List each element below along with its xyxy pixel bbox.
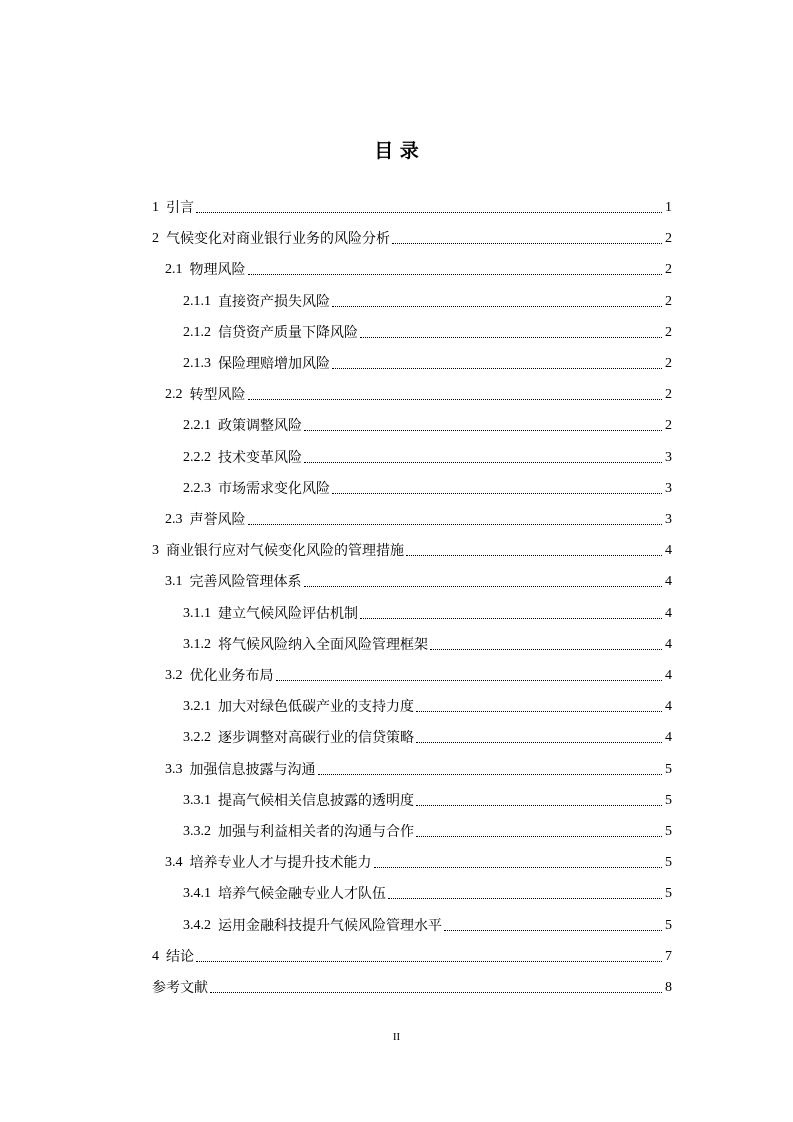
- page-title: 目 录: [374, 140, 419, 162]
- toc-entry[interactable]: [183, 291, 672, 311]
- toc-entry-title: 建立气候风险评估机制: [218, 606, 358, 622]
- toc-dot-leader: [248, 274, 663, 275]
- toc-entry-page: 5: [665, 886, 672, 901]
- toc-entry[interactable]: [152, 540, 672, 560]
- toc-dot-leader: [304, 462, 662, 463]
- toc-entry-title: 商业银行应对气候变化风险的管理措施: [166, 543, 404, 559]
- toc-entry[interactable]: [165, 259, 672, 279]
- toc-entry-number: 3.1: [165, 574, 190, 589]
- toc-entry[interactable]: [183, 415, 672, 435]
- toc-entry-page: 5: [665, 855, 672, 870]
- toc-entry-number: 2.1.2: [183, 325, 218, 340]
- toc-dot-leader: [360, 618, 662, 619]
- toc-entry-page: 4: [665, 606, 672, 621]
- toc-entry-number: 4: [152, 949, 166, 964]
- toc-entry[interactable]: [165, 759, 672, 779]
- toc-entry-title: 培养专业人才与提升技术能力: [189, 855, 372, 871]
- toc-entry-number: 2.1.1: [183, 294, 218, 309]
- toc-dot-leader: [248, 399, 663, 400]
- toc-entry[interactable]: [165, 384, 672, 404]
- toc-entry-title: 市场需求变化风险: [218, 481, 330, 497]
- toc-entry[interactable]: [152, 946, 672, 966]
- toc-dot-leader: [318, 774, 663, 775]
- toc-entry-title: 引言: [166, 200, 194, 216]
- toc-entry[interactable]: [183, 478, 672, 498]
- toc-entry[interactable]: [152, 977, 672, 997]
- toc-dot-leader: [444, 930, 662, 931]
- toc-entry[interactable]: [165, 665, 672, 685]
- toc-entry-title: 培养气候金融专业人才队伍: [218, 886, 386, 902]
- toc-entry-number: 3.4: [165, 855, 190, 870]
- toc-entry[interactable]: [152, 228, 672, 248]
- toc-entry-page: 4: [665, 543, 672, 558]
- toc-entry-page: 2: [665, 418, 672, 433]
- toc-dot-leader: [332, 493, 662, 494]
- toc-entry-title: 信贷资产质量下降风险: [218, 325, 358, 341]
- toc-dot-leader: [416, 805, 662, 806]
- toc-entry-page: 4: [665, 730, 672, 745]
- toc-entry[interactable]: [183, 883, 672, 903]
- toc-entry-title: 技术变革风险: [218, 450, 302, 466]
- toc-entry-number: 2: [152, 231, 166, 246]
- toc-entry-page: 5: [665, 918, 672, 933]
- toc-entry-page: 2: [665, 387, 672, 402]
- toc-entry-page: 2: [665, 231, 672, 246]
- toc-dot-leader: [332, 368, 662, 369]
- toc-entry-title: 声誉风险: [189, 512, 246, 528]
- toc-entry-title: 转型风险: [189, 387, 246, 403]
- toc-entry-title: 直接资产损失风险: [218, 294, 330, 310]
- toc-entry[interactable]: [165, 571, 672, 591]
- toc-dot-leader: [210, 992, 662, 993]
- toc-entry[interactable]: [183, 603, 672, 623]
- toc-entry-page: 1: [665, 200, 672, 215]
- toc-dot-leader: [374, 867, 663, 868]
- toc-entry-page: 8: [665, 980, 672, 995]
- toc-entry[interactable]: [183, 353, 672, 373]
- toc-entry-page: 3: [665, 450, 672, 465]
- toc-entry[interactable]: [183, 727, 672, 747]
- toc-dot-leader: [196, 961, 662, 962]
- toc-entry-page: 2: [665, 294, 672, 309]
- toc-entry-title: 结论: [166, 949, 194, 965]
- toc-entry-number: 3.1.2: [183, 637, 218, 652]
- toc-entry-number: 3.4.2: [183, 918, 218, 933]
- toc-entry-page: 4: [665, 668, 672, 683]
- toc-dot-leader: [360, 337, 662, 338]
- toc-entry-title: 气候变化对商业银行业务的风险分析: [166, 231, 390, 247]
- toc-entry-title: 优化业务布局: [189, 668, 274, 684]
- toc-entry-number: 3.2.1: [183, 699, 218, 714]
- toc-dot-leader: [304, 430, 662, 431]
- toc-entry[interactable]: [165, 509, 672, 529]
- toc-entry-page: 5: [665, 762, 672, 777]
- toc-entry-number: 3.3.1: [183, 793, 218, 808]
- toc-dot-leader: [304, 586, 663, 587]
- page-number-footer: II: [392, 1031, 401, 1043]
- toc-entry-title: 物理风险: [189, 262, 246, 278]
- toc-dot-leader: [388, 898, 662, 899]
- toc-dot-leader: [416, 742, 662, 743]
- toc-entry-number: 2.2: [165, 387, 190, 402]
- toc-entry-number: 3.3: [165, 762, 190, 777]
- toc-entry[interactable]: [152, 197, 672, 217]
- toc-entry-number: 3.4.1: [183, 886, 218, 901]
- toc-entry[interactable]: [183, 790, 672, 810]
- toc-entry-page: 3: [665, 481, 672, 496]
- toc-entry-number: 3: [152, 543, 166, 558]
- toc-entry-page: 3: [665, 512, 672, 527]
- toc-dot-leader: [276, 680, 663, 681]
- toc-entry-number: 3.2: [165, 668, 190, 683]
- toc-entry[interactable]: [183, 634, 672, 654]
- toc-entry-title: 保险理赔增加风险: [218, 356, 330, 372]
- toc-entry-page: 4: [665, 637, 672, 652]
- toc-entry-page: 5: [665, 793, 672, 808]
- toc-entry-number: 1: [152, 200, 166, 215]
- toc-dot-leader: [416, 836, 662, 837]
- toc-entry-page: 4: [665, 574, 672, 589]
- toc-entry[interactable]: [183, 322, 672, 342]
- toc-dot-leader: [430, 649, 662, 650]
- toc-entry-number: 2.2.2: [183, 450, 218, 465]
- toc-entry-title: 加大对绿色低碳产业的支持力度: [218, 699, 414, 715]
- toc-entry-title: 加强与利益相关者的沟通与合作: [218, 824, 414, 840]
- toc-entry-number: 2.1.3: [183, 356, 218, 371]
- toc-dot-leader: [406, 555, 662, 556]
- toc-dot-leader: [248, 524, 663, 525]
- toc-entry-number: 2.2.3: [183, 481, 218, 496]
- toc-entry-page: 2: [665, 325, 672, 340]
- toc-dot-leader: [416, 711, 662, 712]
- toc-entry-title: 完善风险管理体系: [189, 574, 302, 590]
- toc-entry-page: 4: [665, 699, 672, 714]
- toc-entry-page: 2: [665, 356, 672, 371]
- toc-entry-title: 提高气候相关信息披露的透明度: [218, 793, 414, 809]
- toc-entry-title: 将气候风险纳入全面风险管理框架: [218, 637, 428, 653]
- toc-entry-number: 2.1: [165, 262, 190, 277]
- toc-entry-page: 2: [665, 262, 672, 277]
- toc-entry-number: 2.3: [165, 512, 190, 527]
- toc-dot-leader: [392, 243, 662, 244]
- toc-entry[interactable]: [183, 821, 672, 841]
- toc-entry[interactable]: [183, 915, 672, 935]
- toc-entry-title: 参考文献: [152, 980, 208, 996]
- toc-entry-title: 运用金融科技提升气候风险管理水平: [218, 918, 442, 934]
- toc-entry-number: 3.2.2: [183, 730, 218, 745]
- toc-entry[interactable]: [165, 852, 672, 872]
- toc-entry-number: 2.2.1: [183, 418, 218, 433]
- toc-entry-title: 政策调整风险: [218, 418, 302, 434]
- toc-entry-number: 3.1.1: [183, 606, 218, 621]
- toc-entry-number: 3.3.2: [183, 824, 218, 839]
- toc-entry[interactable]: [183, 447, 672, 467]
- toc-entry-page: 5: [665, 824, 672, 839]
- toc-entry-title: 加强信息披露与沟通: [189, 762, 316, 778]
- toc-entry[interactable]: [183, 696, 672, 716]
- toc-dot-leader: [196, 212, 662, 213]
- toc-entry-page: 7: [665, 949, 672, 964]
- toc-entry-title: 逐步调整对高碳行业的信贷策略: [218, 730, 414, 746]
- toc-dot-leader: [332, 306, 662, 307]
